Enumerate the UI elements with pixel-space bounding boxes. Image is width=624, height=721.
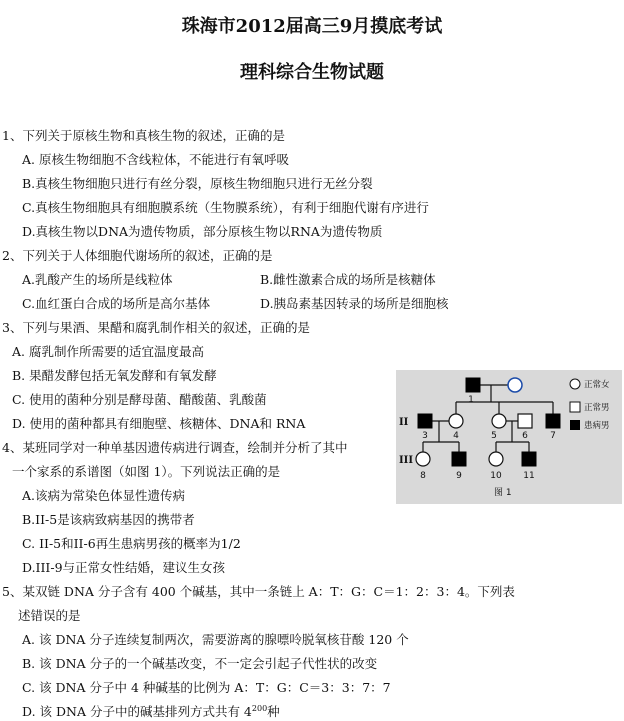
individual-1-affected-male bbox=[466, 378, 480, 392]
q3-option-b: B. 果醋发酵包括无氧发酵和有氧发酵 bbox=[12, 368, 217, 383]
q2-option-a: A.乳酸产生的场所是线粒体 bbox=[22, 272, 173, 287]
q4-option-c: C. II-5和II-6再生患病男孩的概率为1/2 bbox=[22, 536, 241, 551]
question-5-stem-cont: 述错误的是 bbox=[18, 608, 81, 623]
page-title: 珠海市2012届高三9月摸底考试 bbox=[181, 16, 443, 37]
label-6: 6 bbox=[522, 431, 528, 441]
legend-normal-male-label: 正常男 bbox=[584, 403, 610, 413]
q4-option-b: B.II-5是该病致病基因的携带者 bbox=[22, 512, 195, 527]
individual-4-normal-female bbox=[449, 414, 463, 428]
individual-6-normal-male bbox=[518, 414, 532, 428]
label-1: 1 bbox=[468, 395, 474, 405]
individual-8-normal-female bbox=[416, 452, 430, 466]
individual-9-affected-male bbox=[452, 452, 466, 466]
q4-option-d: D.III-9与正常女性结婚，建议生女孩 bbox=[22, 560, 226, 575]
figure-caption: 图 1 bbox=[494, 488, 512, 498]
gen-label-3: III bbox=[399, 455, 414, 466]
q1-option-c: C.真核生物细胞具有细胞膜系统（生物膜系统），有利于细胞代谢有序进行 bbox=[22, 200, 429, 215]
question-3-stem: 3、下列与果酒、果醋和腐乳制作相关的叙述，正确的是 bbox=[2, 320, 310, 335]
q5-option-a: A. 该 DNA 分子连续复制两次，需要游离的腺嘌呤脱氧核苷酸 120 个 bbox=[22, 632, 409, 647]
individual-7-affected-male bbox=[546, 414, 560, 428]
label-9: 9 bbox=[456, 471, 462, 481]
question-1-stem: 1、下列关于原核生物和真核生物的叙述，正确的是 bbox=[2, 128, 285, 143]
q1-option-d: D.真核生物以DNA为遗传物质，部分原核生物以RNA为遗传物质 bbox=[22, 224, 383, 239]
label-5: 5 bbox=[491, 431, 497, 441]
legend-affected-male-label: 患病男 bbox=[584, 421, 610, 431]
q5-option-b: B. 该 DNA 分子的一个碱基改变，不一定会引起子代性状的改变 bbox=[22, 656, 378, 671]
question-5-stem: 5、某双链 DNA 分子含有 400 个碱基，其中一条链上 A：T：G：C＝1：2：3：4。下列表 bbox=[2, 584, 515, 599]
label-11: 11 bbox=[523, 471, 535, 481]
label-8: 8 bbox=[420, 471, 426, 481]
individual-2-normal-female bbox=[508, 378, 522, 392]
q2-option-d: D.胰岛素基因转录的场所是细胞核 bbox=[260, 296, 449, 311]
page-subtitle: 理科综合生物试题 bbox=[240, 62, 384, 83]
question-4-stem-cont: 一个家系的系谱图（如图 1）。下列说法正确的是 bbox=[12, 464, 281, 479]
legend-normal-female-label: 正常女 bbox=[584, 380, 610, 390]
individual-10-normal-female bbox=[489, 452, 503, 466]
pedigree-figure bbox=[396, 370, 622, 504]
individual-3-affected-male bbox=[418, 414, 432, 428]
q3-option-c: C. 使用的菌种分别是酵母菌、醋酸菌、乳酸菌 bbox=[12, 392, 267, 407]
question-2-stem: 2、下列关于人体细胞代谢场所的叙述，正确的是 bbox=[2, 248, 273, 263]
legend-affected-male-icon bbox=[570, 420, 580, 430]
individual-5-normal-female bbox=[492, 414, 506, 428]
gen-label-2: II bbox=[399, 417, 409, 428]
legend-normal-female-icon bbox=[570, 379, 580, 389]
q2-option-c: C.血红蛋白合成的场所是高尔基体 bbox=[22, 296, 211, 311]
q3-option-a: A. 腐乳制作所需要的适宜温度最高 bbox=[12, 344, 204, 359]
label-4: 4 bbox=[453, 431, 459, 441]
q3-option-d: D. 使用的菌种都具有细胞壁、核糖体、DNA和 RNA bbox=[12, 416, 306, 431]
label-7: 7 bbox=[550, 431, 556, 441]
legend-normal-male-icon bbox=[570, 402, 580, 412]
label-3: 3 bbox=[422, 431, 428, 441]
question-4-stem: 4、某班同学对一种单基因遗传病进行调查，绘制并分析了其中 bbox=[2, 440, 348, 455]
q2-option-b: B.雌性激素合成的场所是核糖体 bbox=[260, 272, 436, 287]
exponent: 200 bbox=[251, 704, 268, 713]
q1-option-b: B.真核生物细胞只进行有丝分裂，原核生物细胞只进行无丝分裂 bbox=[22, 176, 373, 191]
label-10: 10 bbox=[490, 471, 502, 481]
q1-option-a: A. 原核生物细胞不含线粒体，不能进行有氧呼吸 bbox=[22, 152, 289, 167]
q5-option-d: D. 该 DNA 分子中的碱基排列方式共有 $4^{200}$种 bbox=[22, 704, 280, 719]
individual-11-affected-male bbox=[522, 452, 536, 466]
q4-option-a: A.该病为常染色体显性遗传病 bbox=[22, 488, 186, 503]
q5-option-c: C. 该 DNA 分子中 4 种碱基的比例为 A：T：G：C＝3：3：7：7 bbox=[22, 680, 391, 695]
